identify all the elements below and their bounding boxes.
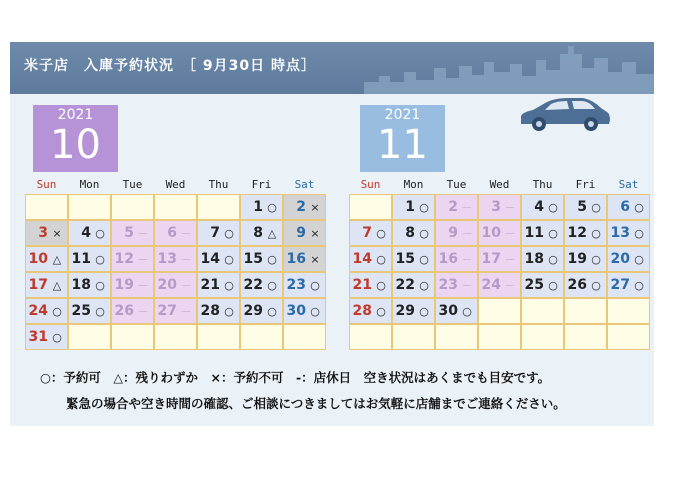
weekday-header: Tue bbox=[122, 178, 143, 191]
day-cell bbox=[564, 246, 607, 272]
availability-mark: ○ bbox=[591, 227, 601, 240]
availability-mark: ○ bbox=[591, 279, 601, 292]
day-cell bbox=[392, 246, 435, 272]
november-year: 2021 bbox=[384, 107, 421, 123]
november-month: 11 bbox=[377, 122, 428, 168]
empty-cell bbox=[111, 194, 154, 220]
empty-cell bbox=[197, 324, 240, 350]
availability-mark: ○ bbox=[419, 279, 429, 292]
day-number: 20 bbox=[610, 251, 630, 267]
day-number: 7 bbox=[210, 225, 220, 241]
day-cell bbox=[435, 272, 478, 298]
day-cell bbox=[607, 194, 650, 220]
day-number: 6 bbox=[167, 225, 177, 241]
day-number: 5 bbox=[577, 199, 587, 215]
legend-symbols: ○：予約可 △：残りわずか ×：予約不可 -：店休日 空き状況はあくまでも目安です。 bbox=[40, 370, 551, 385]
empty-cell bbox=[349, 324, 392, 350]
day-cell bbox=[25, 246, 68, 272]
day-cell bbox=[111, 298, 154, 324]
day-cell bbox=[68, 246, 111, 272]
empty-cell bbox=[521, 298, 564, 324]
availability-mark: ○ bbox=[310, 305, 320, 318]
day-number: 27 bbox=[157, 303, 177, 319]
day-number: 10 bbox=[481, 225, 501, 241]
availability-mark: ○ bbox=[52, 331, 62, 344]
day-number: 10 bbox=[28, 251, 48, 267]
weekday-header: Fri bbox=[251, 178, 272, 191]
day-number: 30 bbox=[286, 303, 306, 319]
availability-mark: － bbox=[180, 227, 192, 240]
availability-mark: △ bbox=[52, 253, 62, 266]
page-title: 米子店 入庫予約状況 ［ 9月30日 時点］ bbox=[24, 58, 316, 74]
day-number: 2 bbox=[296, 199, 306, 215]
day-number: 29 bbox=[395, 303, 415, 319]
day-number: 12 bbox=[567, 225, 587, 241]
empty-cell bbox=[154, 194, 197, 220]
day-cell bbox=[154, 272, 197, 298]
availability-mark: △ bbox=[52, 279, 62, 292]
november-badge bbox=[360, 105, 445, 172]
availability-mark: ○ bbox=[224, 227, 234, 240]
availability-mark: － bbox=[504, 227, 516, 240]
day-cell bbox=[349, 298, 392, 324]
day-cell bbox=[68, 298, 111, 324]
day-number: 8 bbox=[405, 225, 415, 241]
day-number: 6 bbox=[620, 199, 630, 215]
day-number: 26 bbox=[114, 303, 134, 319]
availability-mark: ○ bbox=[267, 305, 277, 318]
city-skyline-illustration bbox=[324, 42, 654, 94]
day-cell bbox=[392, 220, 435, 246]
day-number: 16 bbox=[438, 251, 458, 267]
availability-mark: － bbox=[137, 305, 149, 318]
day-cell bbox=[197, 272, 240, 298]
day-cell bbox=[478, 220, 521, 246]
availability-mark: － bbox=[461, 279, 473, 292]
day-number: 8 bbox=[253, 225, 263, 241]
day-cell bbox=[478, 194, 521, 220]
day-number: 23 bbox=[286, 277, 306, 293]
empty-cell bbox=[111, 324, 154, 350]
day-number: 12 bbox=[114, 251, 134, 267]
empty-cell bbox=[283, 324, 326, 350]
empty-cell bbox=[607, 298, 650, 324]
day-cell bbox=[564, 272, 607, 298]
empty-cell bbox=[607, 324, 650, 350]
empty-cell bbox=[68, 324, 111, 350]
day-cell bbox=[435, 194, 478, 220]
day-number: 15 bbox=[395, 251, 415, 267]
day-number: 18 bbox=[524, 251, 544, 267]
availability-mark: ○ bbox=[419, 253, 429, 266]
day-number: 5 bbox=[124, 225, 134, 241]
day-cell bbox=[111, 220, 154, 246]
day-number: 1 bbox=[253, 199, 263, 215]
day-number: 18 bbox=[71, 277, 91, 293]
day-cell bbox=[197, 246, 240, 272]
weekday-header: Wed bbox=[165, 178, 186, 191]
availability-mark: ○ bbox=[95, 227, 105, 240]
day-number: 17 bbox=[481, 251, 501, 267]
day-number: 21 bbox=[200, 277, 220, 293]
day-cell bbox=[349, 220, 392, 246]
day-number: 27 bbox=[610, 277, 630, 293]
availability-mark: － bbox=[504, 201, 516, 214]
day-number: 17 bbox=[28, 277, 48, 293]
weekday-header: Tue bbox=[446, 178, 467, 191]
availability-mark: × bbox=[310, 253, 320, 266]
day-cell bbox=[197, 220, 240, 246]
car-icon bbox=[513, 92, 613, 134]
availability-mark: ○ bbox=[52, 305, 62, 318]
availability-mark: ○ bbox=[591, 201, 601, 214]
availability-mark: ○ bbox=[376, 305, 386, 318]
empty-cell bbox=[349, 194, 392, 220]
empty-cell bbox=[521, 324, 564, 350]
day-cell bbox=[521, 220, 564, 246]
availability-mark: ○ bbox=[548, 253, 558, 266]
weekday-header: Sun bbox=[360, 178, 381, 191]
day-cell bbox=[392, 298, 435, 324]
day-cell bbox=[478, 272, 521, 298]
day-number: 7 bbox=[362, 225, 372, 241]
day-cell bbox=[154, 246, 197, 272]
availability-mark: ○ bbox=[267, 279, 277, 292]
day-number: 3 bbox=[38, 225, 48, 241]
day-number: 4 bbox=[81, 225, 91, 241]
availability-mark: ○ bbox=[634, 201, 644, 214]
weekday-header: Mon bbox=[79, 178, 100, 191]
weekday-header: Fri bbox=[575, 178, 596, 191]
day-cell bbox=[283, 246, 326, 272]
day-cell bbox=[283, 298, 326, 324]
day-cell bbox=[564, 220, 607, 246]
day-cell bbox=[607, 272, 650, 298]
empty-cell bbox=[435, 324, 478, 350]
empty-cell bbox=[25, 194, 68, 220]
availability-mark: － bbox=[180, 253, 192, 266]
availability-mark: － bbox=[461, 253, 473, 266]
empty-cell bbox=[564, 298, 607, 324]
day-number: 13 bbox=[157, 251, 177, 267]
day-number: 24 bbox=[481, 277, 501, 293]
availability-mark: － bbox=[137, 279, 149, 292]
day-cell bbox=[435, 298, 478, 324]
day-cell bbox=[435, 246, 478, 272]
october-badge bbox=[33, 105, 118, 172]
day-cell bbox=[283, 272, 326, 298]
availability-mark: ○ bbox=[462, 305, 472, 318]
day-cell bbox=[197, 298, 240, 324]
day-number: 14 bbox=[200, 251, 220, 267]
day-number: 22 bbox=[243, 277, 263, 293]
availability-mark: × bbox=[52, 227, 62, 240]
day-cell bbox=[283, 220, 326, 246]
day-number: 26 bbox=[567, 277, 587, 293]
availability-mark: ○ bbox=[634, 253, 644, 266]
day-number: 1 bbox=[405, 199, 415, 215]
day-number: 28 bbox=[200, 303, 220, 319]
day-cell bbox=[521, 194, 564, 220]
day-cell bbox=[392, 272, 435, 298]
day-number: 19 bbox=[114, 277, 134, 293]
day-number: 28 bbox=[352, 303, 372, 319]
day-number: 4 bbox=[534, 199, 544, 215]
day-number: 24 bbox=[28, 303, 48, 319]
day-cell bbox=[521, 246, 564, 272]
day-cell bbox=[240, 220, 283, 246]
day-number: 16 bbox=[286, 251, 306, 267]
day-number: 19 bbox=[567, 251, 587, 267]
day-number: 30 bbox=[438, 303, 458, 319]
availability-mark: △ bbox=[267, 227, 277, 240]
availability-mark: － bbox=[504, 253, 516, 266]
availability-mark: － bbox=[461, 227, 473, 240]
availability-mark: ○ bbox=[376, 253, 386, 266]
day-cell bbox=[564, 194, 607, 220]
day-cell bbox=[25, 298, 68, 324]
day-number: 14 bbox=[352, 251, 372, 267]
day-cell bbox=[25, 324, 68, 350]
availability-mark: ○ bbox=[419, 227, 429, 240]
availability-mark: ○ bbox=[267, 201, 277, 214]
day-cell bbox=[111, 246, 154, 272]
day-number: 2 bbox=[448, 199, 458, 215]
day-cell bbox=[392, 194, 435, 220]
day-cell bbox=[607, 220, 650, 246]
empty-cell bbox=[68, 194, 111, 220]
availability-mark: ○ bbox=[419, 305, 429, 318]
day-number: 23 bbox=[438, 277, 458, 293]
availability-mark: － bbox=[461, 201, 473, 214]
availability-mark: － bbox=[180, 305, 192, 318]
weekday-header: Wed bbox=[489, 178, 510, 191]
weekday-header: Sat bbox=[618, 178, 639, 191]
day-number: 31 bbox=[28, 329, 48, 345]
availability-mark: － bbox=[137, 227, 149, 240]
availability-mark: ○ bbox=[548, 201, 558, 214]
availability-mark: ○ bbox=[376, 227, 386, 240]
header-banner bbox=[10, 42, 654, 94]
empty-cell bbox=[154, 324, 197, 350]
weekday-header: Thu bbox=[532, 178, 553, 191]
day-cell bbox=[154, 220, 197, 246]
availability-mark: ○ bbox=[376, 279, 386, 292]
availability-mark: ○ bbox=[310, 279, 320, 292]
day-cell bbox=[240, 298, 283, 324]
day-cell bbox=[435, 220, 478, 246]
day-number: 25 bbox=[71, 303, 91, 319]
day-cell bbox=[111, 272, 154, 298]
day-cell bbox=[68, 220, 111, 246]
weekday-header: Thu bbox=[208, 178, 229, 191]
availability-mark: － bbox=[180, 279, 192, 292]
day-cell bbox=[607, 246, 650, 272]
empty-cell bbox=[392, 324, 435, 350]
availability-mark: ○ bbox=[95, 279, 105, 292]
october-year: 2021 bbox=[57, 107, 94, 123]
availability-mark: ○ bbox=[591, 253, 601, 266]
day-number: 11 bbox=[71, 251, 91, 267]
day-number: 3 bbox=[491, 199, 501, 215]
availability-mark: ○ bbox=[224, 305, 234, 318]
day-number: 11 bbox=[524, 225, 544, 241]
day-cell bbox=[240, 272, 283, 298]
day-number: 21 bbox=[352, 277, 372, 293]
day-cell bbox=[240, 246, 283, 272]
day-cell bbox=[68, 272, 111, 298]
availability-mark: ○ bbox=[548, 279, 558, 292]
availability-mark: － bbox=[504, 279, 516, 292]
day-number: 25 bbox=[524, 277, 544, 293]
contact-note: 緊急の場合や空き時間の確認、ご相談につきましてはお気軽に店舗までご連絡ください。 bbox=[66, 396, 566, 411]
october-month: 10 bbox=[50, 122, 101, 168]
day-cell bbox=[283, 194, 326, 220]
availability-mark: × bbox=[310, 201, 320, 214]
availability-mark: ○ bbox=[95, 305, 105, 318]
day-cell bbox=[521, 272, 564, 298]
day-number: 9 bbox=[296, 225, 306, 241]
day-cell bbox=[349, 272, 392, 298]
day-cell bbox=[25, 272, 68, 298]
weekday-header: Sun bbox=[36, 178, 57, 191]
empty-cell bbox=[478, 298, 521, 324]
empty-cell bbox=[478, 324, 521, 350]
day-number: 22 bbox=[395, 277, 415, 293]
availability-mark: × bbox=[310, 227, 320, 240]
day-number: 9 bbox=[448, 225, 458, 241]
empty-cell bbox=[564, 324, 607, 350]
availability-mark: ○ bbox=[95, 253, 105, 266]
availability-mark: ○ bbox=[267, 253, 277, 266]
day-number: 13 bbox=[610, 225, 630, 241]
day-number: 20 bbox=[157, 277, 177, 293]
availability-mark: ○ bbox=[548, 227, 558, 240]
day-cell bbox=[240, 194, 283, 220]
availability-mark: ○ bbox=[224, 279, 234, 292]
availability-mark: ○ bbox=[224, 253, 234, 266]
day-cell bbox=[349, 246, 392, 272]
weekday-header: Mon bbox=[403, 178, 424, 191]
reservation-card bbox=[10, 42, 654, 426]
weekday-header: Sat bbox=[294, 178, 315, 191]
day-cell bbox=[25, 220, 68, 246]
availability-mark: ○ bbox=[634, 227, 644, 240]
availability-mark: ○ bbox=[419, 201, 429, 214]
day-cell bbox=[154, 298, 197, 324]
day-number: 15 bbox=[243, 251, 263, 267]
empty-cell bbox=[197, 194, 240, 220]
day-cell bbox=[478, 246, 521, 272]
empty-cell bbox=[240, 324, 283, 350]
availability-mark: － bbox=[137, 253, 149, 266]
availability-mark: ○ bbox=[634, 279, 644, 292]
day-number: 29 bbox=[243, 303, 263, 319]
